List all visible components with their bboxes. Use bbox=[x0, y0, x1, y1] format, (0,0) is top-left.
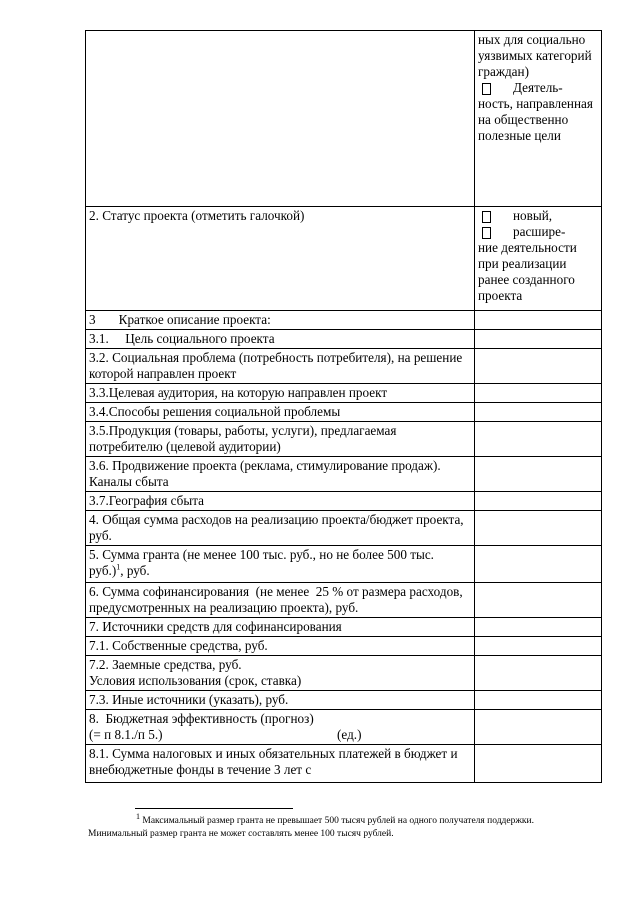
project-status-options-cell bbox=[475, 207, 602, 311]
table-row bbox=[86, 511, 602, 546]
table-row bbox=[86, 691, 602, 710]
option-label: расшире- bbox=[513, 224, 566, 239]
activity-option-public-benefit[interactable] bbox=[478, 80, 598, 96]
table-row bbox=[86, 492, 602, 511]
footnote-reference: 1 bbox=[116, 562, 121, 572]
table-row bbox=[86, 583, 602, 618]
value-cell[interactable] bbox=[475, 403, 602, 422]
table-row bbox=[86, 710, 602, 745]
table-row bbox=[86, 618, 602, 637]
option-label-continued: ние деятельности при реализации ранее созданного проекта bbox=[478, 240, 577, 303]
application-form-table bbox=[85, 30, 602, 783]
value-cell[interactable] bbox=[475, 546, 602, 583]
table-row bbox=[86, 457, 602, 492]
table-row bbox=[86, 349, 602, 384]
table-row bbox=[86, 656, 602, 691]
table-row bbox=[86, 403, 602, 422]
row-label: 7.3. Иные источники (указать), руб. bbox=[86, 691, 475, 710]
footnote-divider bbox=[135, 808, 293, 809]
value-cell[interactable] bbox=[475, 457, 602, 492]
grant-amount-label bbox=[86, 546, 475, 583]
option-label: новый, bbox=[513, 208, 553, 223]
table-row bbox=[86, 31, 602, 207]
table-row bbox=[86, 330, 602, 349]
table-row bbox=[86, 745, 602, 783]
unit-text: (ед.) bbox=[337, 727, 362, 742]
project-status-label: 2. Статус проекта (отметить галочкой) bbox=[86, 207, 475, 311]
checkbox-icon[interactable] bbox=[482, 211, 491, 223]
value-cell[interactable] bbox=[475, 691, 602, 710]
option-label-continued: ность, направленная на общественно полезные цели bbox=[478, 96, 593, 143]
row-label: 6. Сумма софинансирования (не менее 25 % от размера расходов, предусмотренных на реализацию проекта), руб. bbox=[86, 583, 475, 618]
row-label: 3.2. Социальная проблема (потребность потребителя), на решение которой направлен проект bbox=[86, 349, 475, 384]
row-label: 5. Сумма гранта (не менее 100 тыс. руб., но не более 500 тыс. руб.) bbox=[89, 547, 434, 578]
value-cell[interactable] bbox=[475, 583, 602, 618]
value-cell[interactable] bbox=[475, 330, 602, 349]
value-cell[interactable] bbox=[475, 511, 602, 546]
row-label: 3.4.Способы решения социальной проблемы bbox=[86, 403, 475, 422]
footnote-text: Максимальный размер гранта не превышает 500 тысяч рублей на одного получателя поддержки. bbox=[140, 816, 534, 826]
value-cell[interactable] bbox=[475, 710, 602, 745]
table-row bbox=[86, 422, 602, 457]
table-row bbox=[86, 637, 602, 656]
footnote bbox=[88, 811, 600, 841]
table-row bbox=[86, 546, 602, 583]
value-cell[interactable] bbox=[475, 745, 602, 783]
row-label: 7.2. Заемные средства, руб. bbox=[89, 657, 242, 672]
row-label-suffix: , руб. bbox=[120, 563, 150, 578]
value-cell[interactable] bbox=[475, 656, 602, 691]
loan-funds-label bbox=[86, 656, 475, 691]
status-option-expansion[interactable] bbox=[478, 224, 598, 240]
footnote-mark: 1 bbox=[136, 811, 140, 821]
value-cell[interactable] bbox=[475, 384, 602, 403]
row-label: 7.1. Собственные средства, руб. bbox=[86, 637, 475, 656]
footnote-line-1 bbox=[88, 811, 600, 828]
budget-efficiency-label bbox=[86, 710, 475, 745]
checkbox-icon[interactable] bbox=[482, 83, 491, 95]
value-cell[interactable] bbox=[475, 422, 602, 457]
row-label: 3.3.Целевая аудитория, на которую направлен проект bbox=[86, 384, 475, 403]
activity-type-options-cell bbox=[475, 31, 602, 207]
row-label: 8.1. Сумма налоговых и иных обязательных платежей в бюджет и внебюджетные фонды в течение 3 лет с bbox=[86, 745, 475, 783]
checkbox-icon[interactable] bbox=[482, 227, 491, 239]
row-label: 3.6. Продвижение проекта (реклама, стимулирование продаж). Каналы сбыта bbox=[86, 457, 475, 492]
row-label: 7. Источники средств для софинансирования bbox=[86, 618, 475, 637]
value-cell[interactable] bbox=[475, 492, 602, 511]
status-option-new[interactable] bbox=[478, 208, 598, 224]
row-label: 4. Общая сумма расходов на реализацию проекта/бюджет проекта, руб. bbox=[86, 511, 475, 546]
row-label: 8. Бюджетная эффективность (прогноз) bbox=[89, 711, 314, 726]
empty-label-cell bbox=[86, 31, 475, 207]
option-continuation-text: ных для социально уязвимых категорий граждан) bbox=[478, 32, 592, 79]
row-label: 3 Краткое описание проекта: bbox=[86, 311, 475, 330]
value-cell[interactable] bbox=[475, 311, 602, 330]
footnote-line-2: Минимальный размер гранта не может составлять менее 100 тысяч рублей. bbox=[88, 829, 394, 839]
table-row bbox=[86, 311, 602, 330]
value-cell[interactable] bbox=[475, 349, 602, 384]
value-cell[interactable] bbox=[475, 618, 602, 637]
row-label-line2: Условия использования (срок, ставка) bbox=[89, 673, 302, 688]
row-label: 3.5.Продукция (товары, работы, услуги), предлагаемая потребителю (целевой аудитории) bbox=[86, 422, 475, 457]
option-label: Деятель- bbox=[513, 80, 563, 95]
table-row bbox=[86, 384, 602, 403]
value-cell[interactable] bbox=[475, 637, 602, 656]
table-row bbox=[86, 207, 602, 311]
formula-text: (= п 8.1./п 5.) bbox=[89, 727, 163, 742]
row-label: 3.1. Цель социального проекта bbox=[86, 330, 475, 349]
row-label: 3.7.География сбыта bbox=[86, 492, 475, 511]
